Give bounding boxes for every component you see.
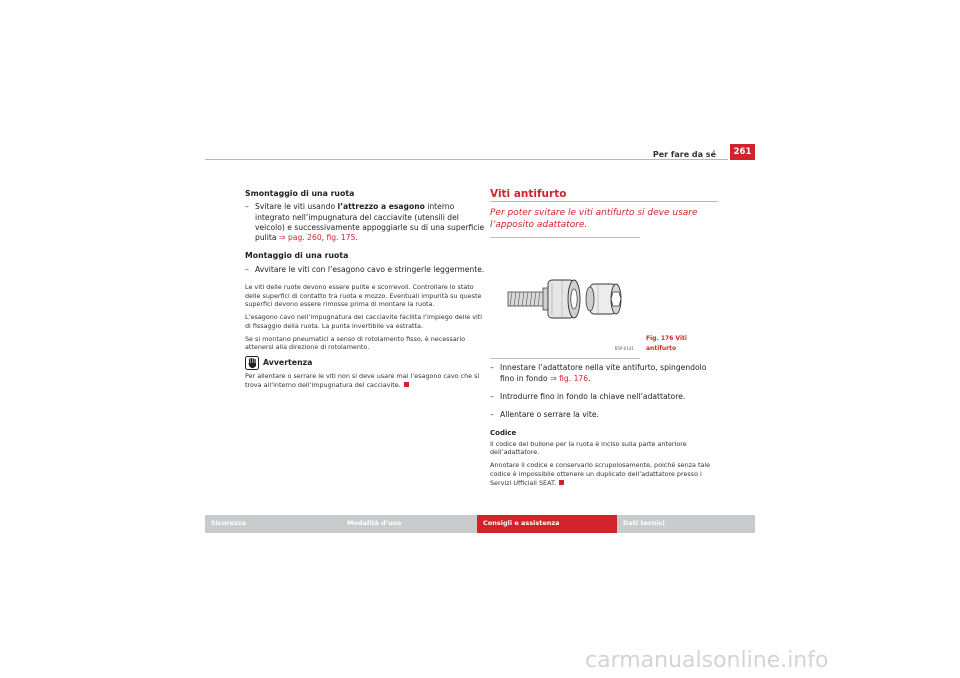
section-title: Viti antifurto xyxy=(490,189,718,202)
page-number-badge: 261 xyxy=(730,144,755,160)
running-header-title: Per fare da sé xyxy=(652,150,716,159)
right-column xyxy=(490,189,718,491)
section-subtitle: Per poter svitare le viti antifurto si deve usare l’apposito adattatore. xyxy=(490,208,698,230)
note-hex-socket: L’esagono cavo nell’impugnatura del cacciavite facilita l’impiego delle viti di fissaggio della ruota. La punta invertibile va estratta. xyxy=(245,313,483,330)
footer-tab-modalita[interactable]: Modalità d’uso xyxy=(341,515,477,533)
xref-page-260[interactable]: ⇒ pag. 260 xyxy=(278,233,322,243)
step-insert-adapter: – Innestare l’adattatore nella vite antifurto, spingendolo fino in fondo ⇒ fig. 176. xyxy=(490,363,707,383)
step-loosen-tighten: – Allentare o serrare la vite. xyxy=(490,410,599,420)
figure-176 xyxy=(490,237,718,357)
warning-hand-icon xyxy=(245,356,259,370)
end-mark-icon xyxy=(404,382,409,387)
heading-remove-wheel: Smontaggio di una ruota xyxy=(245,189,355,198)
footer-tab-consigli-active[interactable]: Consigli e assistenza xyxy=(477,515,617,533)
xref-fig-175[interactable]: fig. 175 xyxy=(326,233,356,243)
note-clean-bolts: Le viti delle ruote devono essere pulite e scorrevoli. Controllare lo stato delle superfici di contatto tra ruota e mozzo. Eventuali impurità su queste superfici devono essere rimosse prima di montare la ruota. xyxy=(245,283,482,309)
step-insert-key: – Introdurre fino in fondo la chiave nell’adattatore. xyxy=(490,391,686,401)
warning-label: Avvertenza xyxy=(263,357,313,367)
footer-tab-dati-tecnici[interactable]: Dati tecnici xyxy=(617,515,755,533)
footer-tab-sicurezza[interactable]: Sicurezza xyxy=(205,515,341,533)
warning-text: Per allentare o serrare le viti non si deve usare mai l’esagono cavo che si trova all’interno dell’impugnatura del cacciavite. xyxy=(245,372,480,389)
header-rule xyxy=(205,159,728,160)
figure-code: B5P-0141 xyxy=(614,346,634,351)
step-remove-bolts: – Svitare le viti usando l’attrezzo a esagono interno integrato nell’impugnatura del cacciavite (utensili del veicolo) e successivamente appoggiarle su di una superficie pulita ⇒ pag. 260, fig. 175. xyxy=(245,202,485,243)
code-text-1: Il codice del bullone per la ruota è inciso sulla parte anteriore dell’adattatore. xyxy=(490,439,687,457)
step-tighten-bolts: – Avvitare le viti con l’esagono cavo e stringerle leggermente. xyxy=(245,264,485,274)
figure-frame xyxy=(490,237,640,359)
warning-header xyxy=(245,356,485,370)
xref-fig-176[interactable]: ⇒ fig. 176 xyxy=(550,373,589,383)
steps-list xyxy=(490,363,718,420)
note-rotation-direction: Se si montano pneumatici a senso di rotolamento fisso, è necessario attenersi alla direzione di rotolamento. xyxy=(245,334,466,352)
code-heading: Codice xyxy=(490,429,517,438)
code-text-2: Annotare il codice e conservarlo scrupolosamente, poiché senza tale codice è impossibile ottenere un duplicato dell’adattatore presso i Servizi Ufficiali SEAT. xyxy=(490,461,711,487)
end-mark-icon xyxy=(559,480,564,485)
watermark: carmanualsonline.info xyxy=(585,648,829,673)
arrow-right-icon: ⇒ xyxy=(550,373,557,383)
anti-theft-bolt-illustration xyxy=(490,238,640,356)
left-column xyxy=(245,189,485,393)
heading-mount-wheel: Montaggio di una ruota xyxy=(245,251,349,261)
figure-caption: Fig. 176 Viti antifurto xyxy=(646,334,687,352)
tool-name: l’attrezzo a esagono xyxy=(337,202,425,212)
bullet-dash: – xyxy=(245,202,249,212)
arrow-right-icon: ⇒ xyxy=(278,233,286,243)
